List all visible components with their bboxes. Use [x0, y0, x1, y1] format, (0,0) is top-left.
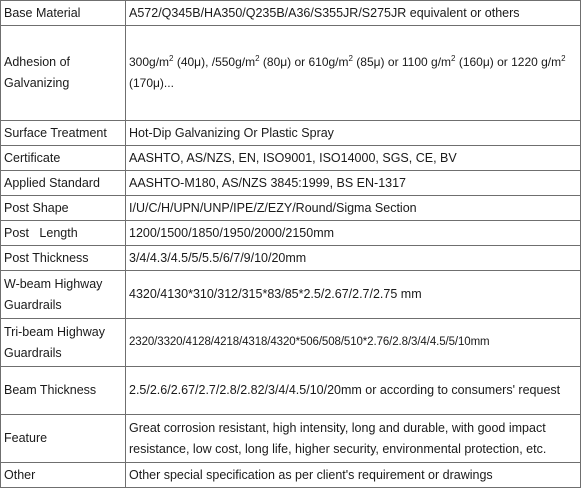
row-value-post-shape: I/U/C/H/UPN/UNP/IPE/Z/EZY/Round/Sigma Section	[126, 196, 581, 221]
superscript: 2	[451, 54, 456, 63]
row-label-post-shape: Post Shape	[1, 196, 126, 221]
row-label-post-length: Post Length	[1, 221, 126, 246]
table-row	[1, 367, 581, 415]
table-row	[1, 121, 581, 146]
table-row	[1, 146, 581, 171]
table-row	[1, 271, 581, 319]
superscript: 2	[348, 54, 353, 63]
row-value-feature: Great corrosion resistant, high intensity, long and durable, with good impact resistance, low cost, long life, higher security, environmental protection, etc.	[126, 415, 581, 463]
adhesion-text: (160μ) or 1220 g/m	[455, 55, 562, 69]
table-row	[1, 319, 581, 367]
table-row	[1, 171, 581, 196]
row-value-base-material: A572/Q345B/HA350/Q235B/A36/S355JR/S275JR equivalent or others	[126, 1, 581, 26]
adhesion-text: (80μ) or 610g/m	[259, 55, 349, 69]
row-value-post-length: 1200/1500/1850/1950/2000/2150mm	[126, 221, 581, 246]
table-row	[1, 26, 581, 121]
row-label-tri-beam: Tri-beam Highway Guardrails	[1, 319, 126, 367]
adhesion-text: (40μ), /550g/m	[173, 55, 256, 69]
row-value-post-thickness: 3/4/4.3/4.5/5/5.5/6/7/9/10/20mm	[126, 246, 581, 271]
row-label-surface-treatment: Surface Treatment	[1, 121, 126, 146]
row-label-feature: Feature	[1, 415, 126, 463]
row-label-certificate: Certificate	[1, 146, 126, 171]
row-value-w-beam: 4320/4130*310/312/315*83/85*2.5/2.67/2.7/2.75 mm	[126, 271, 581, 319]
adhesion-text: (85μ) or 1100 g/m	[352, 55, 452, 69]
adhesion-text: 300g/m	[129, 55, 170, 69]
row-value-adhesion	[126, 26, 581, 121]
superscript: 2	[255, 54, 260, 63]
row-value-other: Other special specification as per client's requirement or drawings	[126, 463, 581, 488]
row-value-certificate: AASHTO, AS/NZS, EN, ISO9001, ISO14000, SGS, CE, BV	[126, 146, 581, 171]
row-label-adhesion: Adhesion of Galvanizing	[1, 26, 126, 121]
row-value-surface-treatment: Hot-Dip Galvanizing Or Plastic Spray	[126, 121, 581, 146]
row-label-base-material: Base Material	[1, 1, 126, 26]
row-value-beam-thickness: 2.5/2.6/2.67/2.7/2.8/2.82/3/4/4.5/10/20mm or according to consumers' request	[126, 367, 581, 415]
table-row	[1, 246, 581, 271]
superscript: 2	[169, 54, 174, 63]
adhesion-text: (170μ)...	[129, 76, 174, 90]
row-label-w-beam: W-beam Highway Guardrails	[1, 271, 126, 319]
table-row	[1, 196, 581, 221]
row-label-other: Other	[1, 463, 126, 488]
table-row	[1, 463, 581, 488]
table-row	[1, 1, 581, 26]
row-label-post-thickness: Post Thickness	[1, 246, 126, 271]
row-label-applied-standard: Applied Standard	[1, 171, 126, 196]
row-value-applied-standard: AASHTO-M180, AS/NZS 3845:1999, BS EN-1317	[126, 171, 581, 196]
table-row	[1, 415, 581, 463]
row-value-tri-beam: 2320/3320/4128/4218/4318/4320*506/508/510*2.76/2.8/3/4/4.5/5/10mm	[126, 319, 581, 367]
superscript: 2	[561, 54, 566, 63]
table-row	[1, 221, 581, 246]
row-label-beam-thickness: Beam Thickness	[1, 367, 126, 415]
